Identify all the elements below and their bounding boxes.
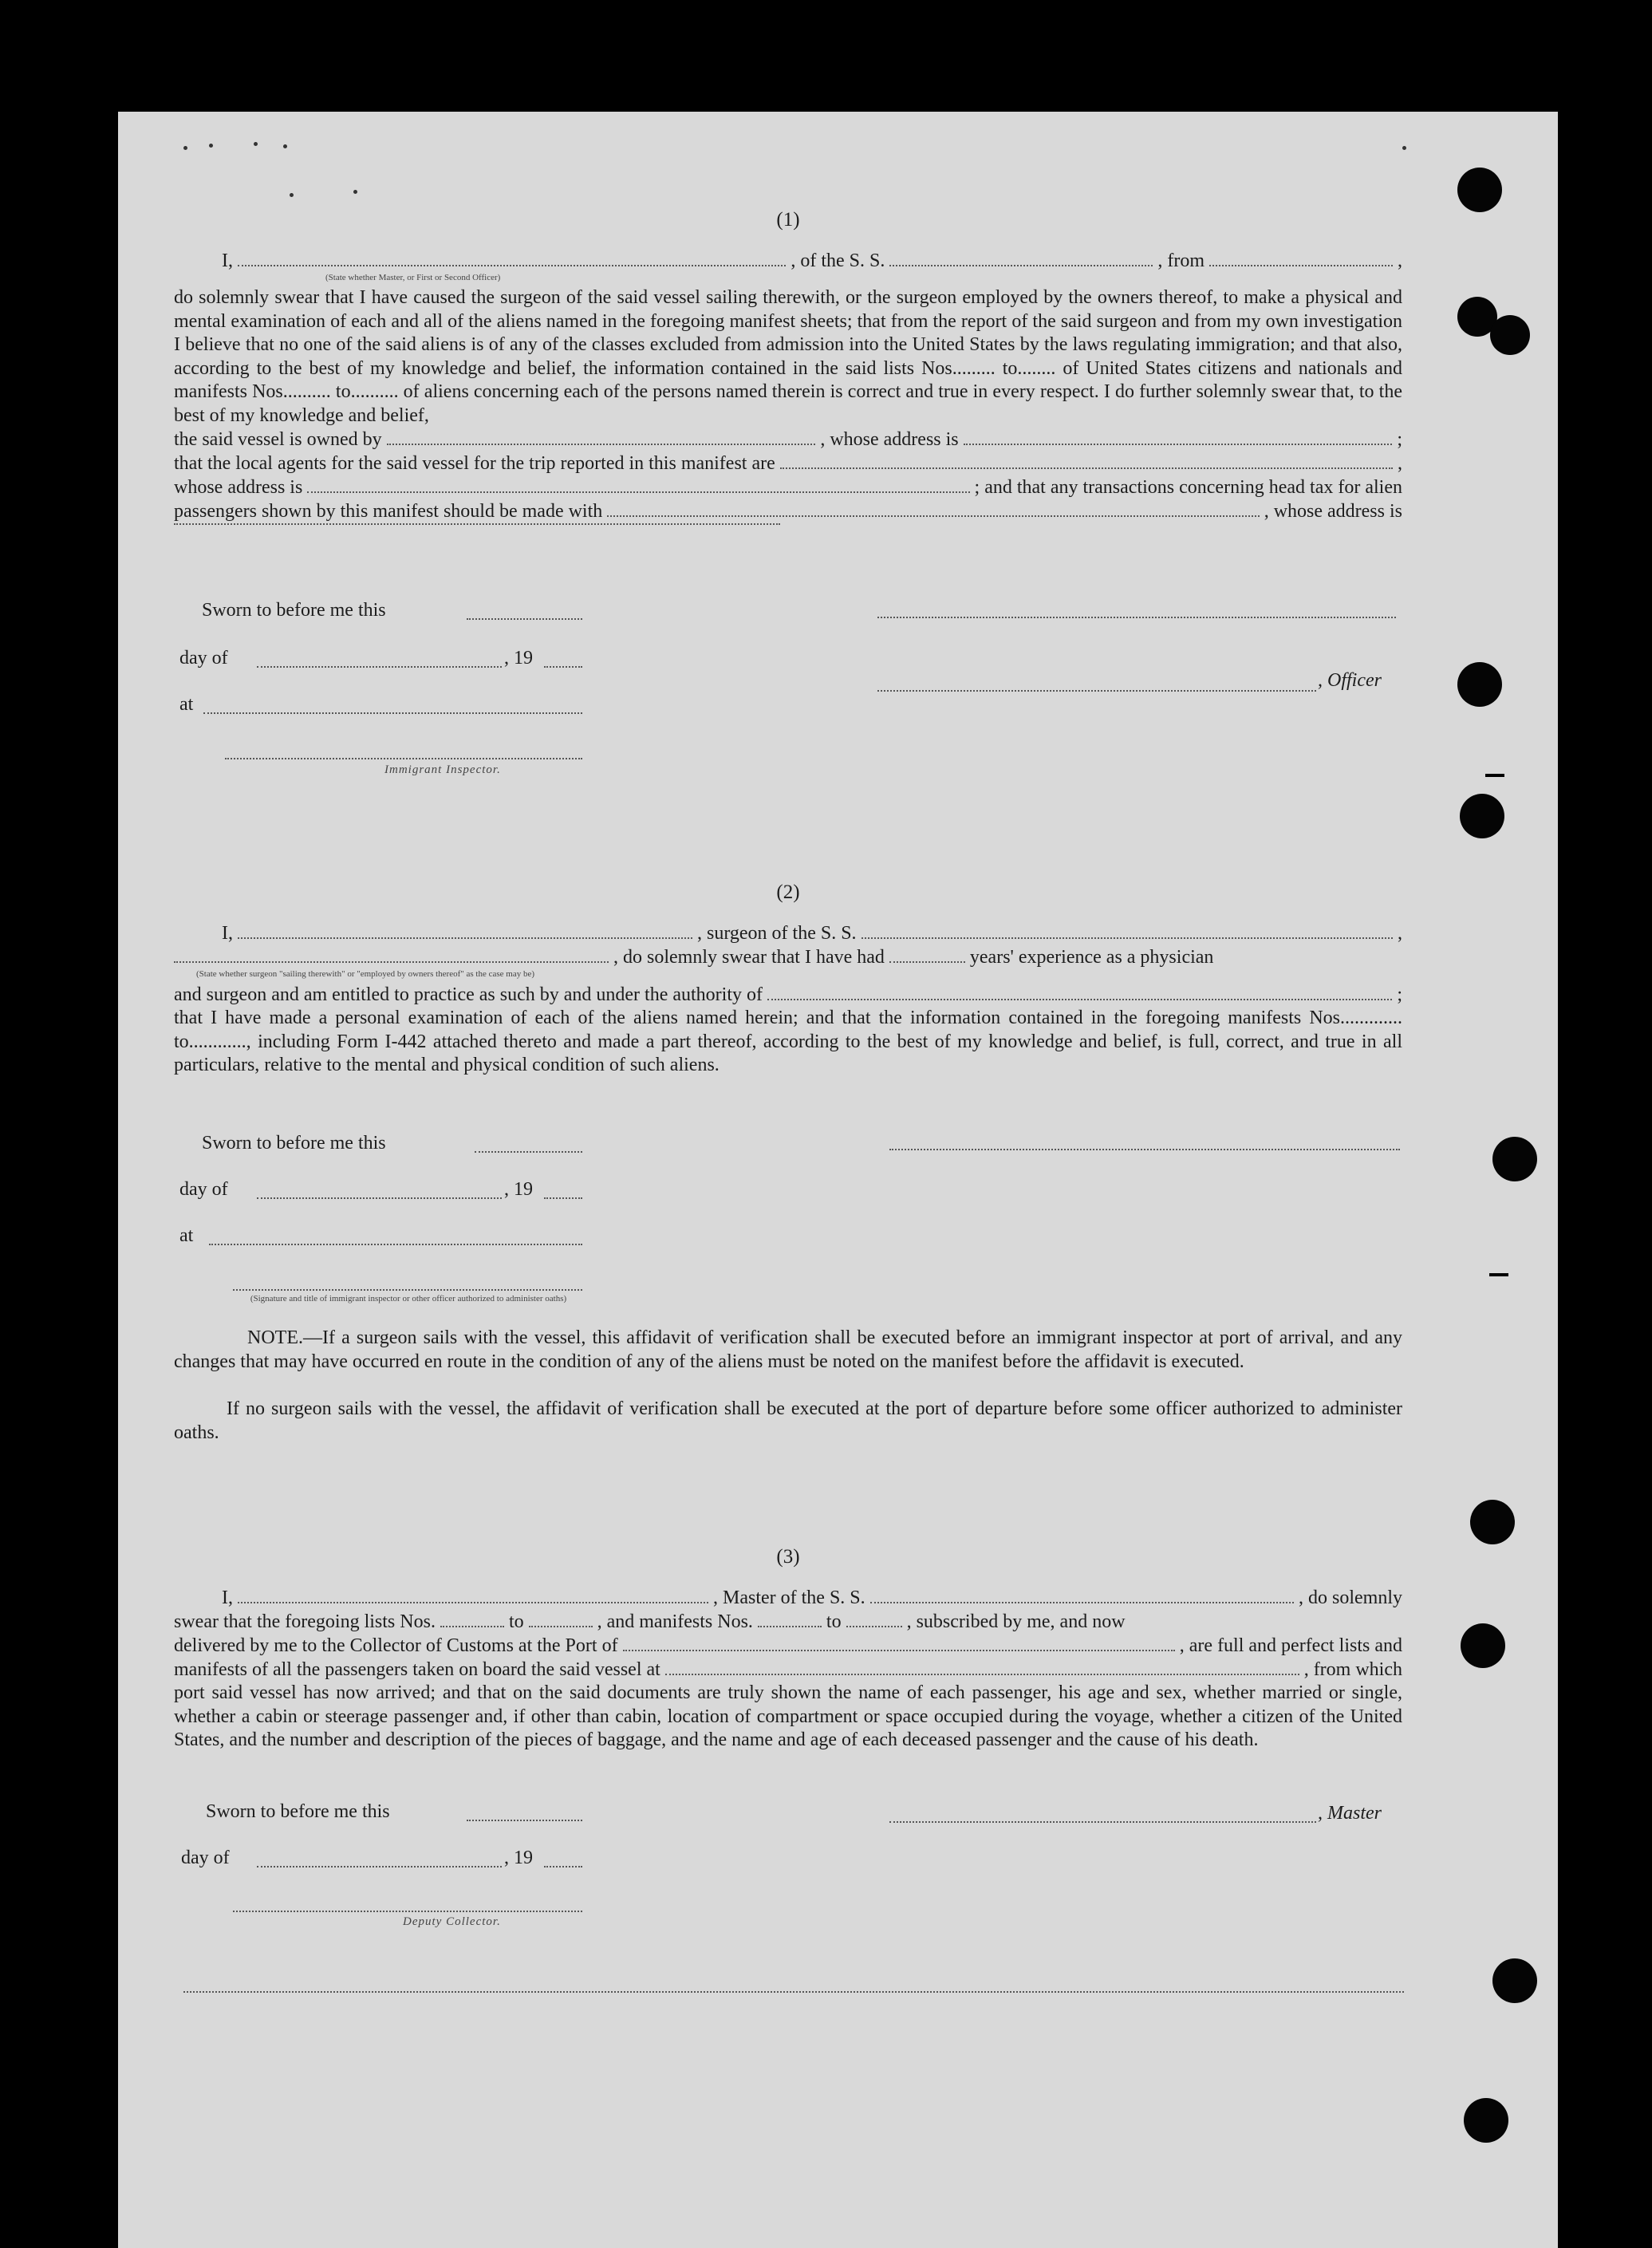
day-field[interactable] bbox=[257, 1197, 502, 1199]
sworn-date-field[interactable] bbox=[467, 618, 582, 620]
speck bbox=[183, 146, 187, 150]
surgeon-caption: (State whether surgeon "sailing therewith" or "employed by owners thereof" as the case may be) bbox=[196, 969, 535, 979]
owner-line: the said vessel is owned by , whose address is ; bbox=[174, 429, 1403, 450]
officer-label: , Officer bbox=[1318, 670, 1382, 691]
sworn-date-field[interactable] bbox=[475, 1151, 582, 1153]
surgeon-signature-field[interactable] bbox=[889, 1149, 1400, 1150]
inspector-caption: (Signature and title of immigrant inspector or other officer authorized to administer oaths) bbox=[250, 1294, 567, 1303]
at-label: at bbox=[179, 694, 194, 715]
punch-hole bbox=[1461, 1623, 1505, 1668]
agents-line: that the local agents for the said vessel for the trip reported in this manifest are , bbox=[174, 453, 1402, 474]
margin-mark bbox=[1489, 1273, 1508, 1276]
boarding-line: manifests of all the passengers taken on board the said vessel at , from which bbox=[174, 1659, 1402, 1680]
officer-line: I, , of the S. S. , from , bbox=[222, 250, 1402, 271]
lists-line: swear that the foregoing lists Nos. to , and manifests Nos. to , subscribed by me, and now bbox=[174, 1611, 1126, 1632]
officer-name-field[interactable] bbox=[238, 265, 786, 266]
margin-mark bbox=[1485, 774, 1504, 777]
speck bbox=[209, 144, 213, 148]
master-label: , Master bbox=[1318, 1803, 1382, 1824]
master-name-field[interactable] bbox=[238, 1602, 708, 1603]
officer-caption: (State whether Master, or First or Second Officer) bbox=[325, 273, 501, 282]
note-paragraph-2: If no surgeon sails with the vessel, the affidavit of verification shall be executed at the port of departure before some officer authorized to administer oaths. bbox=[174, 1398, 1402, 1443]
port-field[interactable] bbox=[623, 1650, 1175, 1651]
punch-hole bbox=[1457, 662, 1502, 707]
from-port-field[interactable] bbox=[1209, 265, 1393, 266]
port-line: delivered by me to the Collector of Customs at the Port of , are full and perfect lists and bbox=[174, 1635, 1402, 1656]
speck bbox=[254, 142, 258, 146]
ship-name-field[interactable] bbox=[889, 265, 1153, 266]
authority-field[interactable] bbox=[767, 999, 1392, 1000]
punch-hole bbox=[1460, 794, 1504, 838]
surgeon-ship-field[interactable] bbox=[861, 937, 1393, 939]
year-field[interactable] bbox=[544, 1197, 582, 1199]
boarding-port-field[interactable] bbox=[665, 1674, 1299, 1675]
punch-hole bbox=[1492, 1958, 1537, 2003]
oath-body: do solemnly swear that I have caused the surgeon of the said vessel sailing therewith, or the surgeon employed by the owners thereof, to make a physical and mental examination of each and all of the aliens named in the foregoing manifest sheets; that from the report of the said surgeon and from my own investigation I believe that no one of the said aliens is of any of the classes excluded from admission into the United States by the laws regulating immigration; and that also, according to the best of my knowledge and belief, the information contained in the said lists Nos......... to........ of United States citizens and nationals and manifests Nos.......... to.......... of aliens concerning each of the persons named therein is correct and true in every respect. I do further solemnly swear that, to the best of my knowledge and belief, bbox=[174, 287, 1402, 426]
lists-to-field[interactable] bbox=[529, 1626, 593, 1627]
sworn-date-field[interactable] bbox=[467, 1820, 582, 1821]
day-label: day of bbox=[179, 648, 228, 668]
speck bbox=[290, 193, 294, 197]
punch-hole bbox=[1490, 315, 1530, 355]
day-field[interactable] bbox=[257, 666, 502, 668]
surgeon-line: I, , surgeon of the S. S. , bbox=[222, 923, 1402, 944]
master-line: I, , Master of the S. S. , do solemnly bbox=[222, 1587, 1402, 1608]
bottom-rule bbox=[183, 1991, 1404, 1993]
sworn-label: Sworn to before me this bbox=[202, 1133, 386, 1154]
collector-caption: Deputy Collector. bbox=[403, 1915, 501, 1928]
at-field[interactable] bbox=[209, 1244, 582, 1245]
section-number: (3) bbox=[776, 1546, 800, 1568]
owner-address-field[interactable] bbox=[964, 444, 1393, 445]
agents-field[interactable] bbox=[780, 467, 1393, 469]
master-oath-body: port said vessel has now arrived; and that on the said documents are truly shown the name of each passenger, his age and sex, whether married or single, whether a cabin or steerage passenger and, if other than cabin, location of compartment or space occupied during the voyage, whether a citizen of the United States, and the number and description of the pieces of baggage, and the name and age of each deceased passenger and the cause of his death. bbox=[174, 1682, 1402, 1750]
year-label: , 19 bbox=[504, 1848, 533, 1868]
lists-from-field[interactable] bbox=[440, 1626, 504, 1627]
day-label: day of bbox=[179, 1179, 228, 1200]
section-3 bbox=[174, 1546, 1402, 1753]
master-ship-field[interactable] bbox=[870, 1602, 1294, 1603]
year-label: , 19 bbox=[504, 648, 533, 668]
at-field[interactable] bbox=[203, 712, 582, 714]
collector-signature-field[interactable] bbox=[233, 1911, 582, 1912]
officer-title-field[interactable] bbox=[877, 690, 1316, 692]
section-number: (2) bbox=[776, 881, 800, 903]
surgeon-name-field[interactable] bbox=[238, 937, 692, 939]
year-field[interactable] bbox=[544, 666, 582, 668]
owner-field[interactable] bbox=[387, 444, 816, 445]
head-tax-address-line bbox=[174, 523, 1402, 530]
section-2 bbox=[174, 881, 1402, 1078]
inspector-caption: Immigrant Inspector. bbox=[384, 763, 501, 776]
section-number: (1) bbox=[776, 209, 800, 231]
authority-line: and surgeon and am entitled to practice as such by and under the authority of ; bbox=[174, 984, 1402, 1005]
officer-signature-field[interactable] bbox=[877, 617, 1396, 618]
sworn-label: Sworn to before me this bbox=[206, 1801, 390, 1822]
sworn-label: Sworn to before me this bbox=[202, 600, 386, 621]
surgeon-oath-body: that I have made a personal examination of each of the aliens named herein; and that the information contained in the foregoing manifests Nos............. to............, including Form I-442 attached thereto and made a part thereof, according to the best of my knowledge and belief, is full, correct, and true in all particulars, relative to the mental and physical condition of such aliens. bbox=[174, 1008, 1402, 1075]
agents-address-line: whose address is ; and that any transactions concerning head tax for alien bbox=[174, 477, 1402, 498]
speck bbox=[283, 144, 287, 148]
note-paragraph: NOTE.—If a surgeon sails with the vessel, this affidavit of verification shall be executed before an immigrant inspector at port of arrival, and any changes that may have occurred en route in the condition of any of the aliens must be noted on the manifest before the affidavit is executed. bbox=[174, 1327, 1402, 1372]
at-label: at bbox=[179, 1225, 194, 1246]
section-1 bbox=[174, 209, 1402, 530]
manifests-from-field[interactable] bbox=[758, 1626, 822, 1627]
inspector-signature-field[interactable] bbox=[225, 758, 582, 759]
experience-line: , do solemnly swear that I have had years' experience as a physician bbox=[174, 945, 1402, 969]
surgeon-status-field[interactable] bbox=[174, 961, 609, 963]
punch-hole bbox=[1457, 168, 1502, 212]
master-signature-field[interactable] bbox=[889, 1821, 1316, 1823]
inspector-signature-field[interactable] bbox=[233, 1289, 582, 1291]
speck bbox=[1402, 146, 1406, 150]
agents-address-field[interactable] bbox=[307, 491, 969, 493]
punch-hole bbox=[1464, 2098, 1508, 2143]
head-tax-line: passengers shown by this manifest should be made with , whose address is bbox=[174, 501, 1402, 522]
day-label: day of bbox=[181, 1848, 230, 1868]
years-field[interactable] bbox=[889, 961, 965, 963]
year-field[interactable] bbox=[544, 1866, 582, 1867]
punch-hole bbox=[1492, 1137, 1537, 1181]
manifests-to-field[interactable] bbox=[846, 1626, 902, 1627]
punch-hole bbox=[1470, 1500, 1515, 1544]
head-tax-address-field[interactable] bbox=[174, 523, 780, 525]
speck bbox=[353, 190, 357, 194]
head-tax-field[interactable] bbox=[607, 515, 1259, 517]
year-label: , 19 bbox=[504, 1179, 533, 1200]
day-field[interactable] bbox=[257, 1866, 502, 1867]
